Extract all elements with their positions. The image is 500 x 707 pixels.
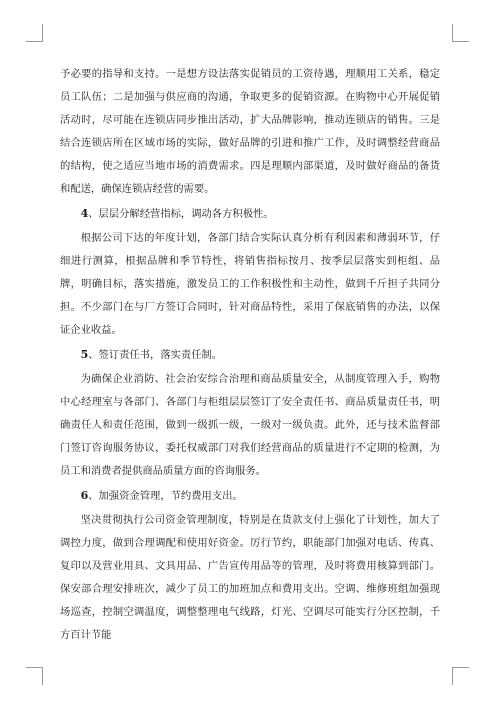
- document-body: [60, 63, 440, 647]
- section-title: 、加强资金管理，节约费用支出。: [88, 490, 243, 502]
- section-title: 、签订责任书，落实责任制。: [88, 349, 223, 361]
- section-heading-4: [60, 201, 440, 227]
- section-heading-6: [60, 483, 440, 509]
- paragraph: 为确保企业消防、社会治安综合治理和商品质量安全，从制度管理入手，购物中心经理室与各部门、各部门与柜组层层签订了安全责任书、商品质量责任书，明确责任人和责任范围，做到一级抓一级，一级对一级负责。此外，还与技术监督部门签订咨询服务协议，委托权威部门对我们经营商品的质量进行不定期的检测，为员工和消费者提供商品质量方面的咨询服务。: [60, 373, 440, 477]
- section-number: 5: [80, 348, 89, 361]
- crop-mark-top-left: [26, 24, 43, 42]
- paragraph: 坚决贯彻执行公司资金管理制度，特别是在货款支付上强化了计划性，加大了调控力度，做到合理调配和使用好资金。厉行节约，职能部门加强对电话、传真、复印以及营业用具、文具用品、广告宣传用品等的管理，及时将费用核算到部门。保安部合理安排班次，减少了员工的加班加点和费用支出。空调、维修班组加强现场巡查，控制空调温度，调整整理电气线路，灯光、空调尽可能实行分区控制，千方百计节能: [60, 514, 440, 641]
- crop-mark-top-right: [452, 24, 469, 42]
- section-number: 4: [80, 207, 89, 220]
- crop-mark-bottom-right: [452, 667, 469, 685]
- paragraph: 根据公司下达的年度计划，各部门结合实际认真分析有利因素和薄弱环节，仔细进行测算，根据品牌和季节特性，将销售指标按月、按季层层落实到柜组、品牌，明确目标，落实措施，激发员工的工作积极性和主动性，做到千斤担子共同分担。不少部门在与厂方签订合同时，针对商品特性，采用了保底销售的办法，以保证企业收益。: [60, 232, 440, 336]
- crop-mark-bottom-left: [26, 667, 43, 685]
- section-title: 、层层分解经营指标，调动各方积极性。: [88, 208, 274, 220]
- section-number: 6: [80, 489, 89, 502]
- paragraph-continued: 予必要的指导和支持。一是想方设法落实促销员的工资待遇，理顺用工关系，稳定员工队伍；二是加强与供应商的沟通，争取更多的促销资源。在购物中心开展促销活动时，尽可能在连锁店同步推出活动，扩大品牌影响，推动连锁店的销售。三是结合连锁店所在区域市场的实际，做好品牌的引进和推广工作，及时调整经营商品的结构，使之适应当地市场的消费需求。四是理顺内部渠道，及时做好商品的备货和配送，确保连锁店经营的需要。: [60, 68, 440, 195]
- section-heading-5: [60, 342, 440, 368]
